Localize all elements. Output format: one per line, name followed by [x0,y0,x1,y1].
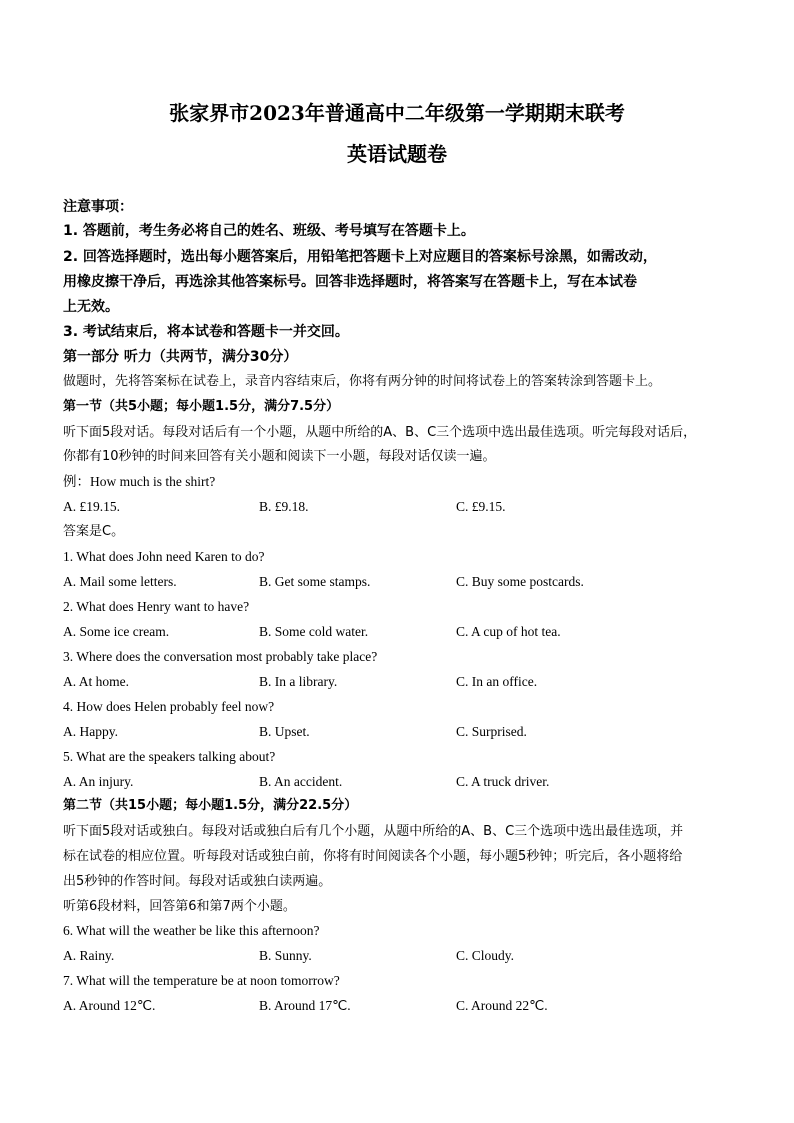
section2-instruction-line-3: 出5秒钟的作答时间。每段对话或独白读两遍。 [63,874,332,889]
notes-item-2-line-1: 2. 回答选择题时，选出每小题答案后，用铅笔把答题卡上对应题目的答案标号涂黑，如需改动， [63,249,657,265]
question-2-option-c: C. A cup of hot tea. [456,624,561,639]
notes-item-3: 3. 考试结束后，将本试卷和答题卡一并交回。 [63,324,349,340]
question-2: 2. What does Henry want to have? [63,599,250,614]
question-3-option-b: B. In a library. [259,674,338,689]
example-option-b: B. £9.18. [259,499,309,514]
question-1-option-a: A. Mail some letters. [63,574,177,589]
question-6: 6. What will the weather be like this afternoon? [63,923,320,938]
question-1-option-c: C. Buy some postcards. [456,574,584,589]
notes-item-2-line-2: 用橡皮擦干净后，再选涂其他答案标号。回答非选择题时，将答案写在答题卡上，写在本试卷 [63,274,637,290]
question-3-option-a: A. At home. [63,674,129,689]
section1-heading: 第一节（共5小题；每小题1.5分，满分7.5分） [63,399,340,414]
question-4-option-a: A. Happy. [63,724,118,739]
question-3-option-c: C. In an office. [456,674,538,689]
section2-instruction-line-1: 听下面5段对话或独白。每段对话或独白后有几个小题，从题中所给的A、B、C三个选项中选出最佳选项，并 [63,824,684,839]
example-answer: 答案是C。 [63,524,125,539]
exam-subtitle: 英语试题卷 [347,142,447,166]
question-4-option-b: B. Upset. [259,724,310,739]
question-6-option-b: B. Sunny. [259,948,312,963]
part1-heading: 第一部分 听力（共两节，满分30分） [63,349,298,365]
question-1: 1. What does John need Karen to do? [63,549,265,564]
notes-item-1: 1. 答题前，考生务必将自己的姓名、班级、考号填写在答题卡上。 [63,223,475,239]
section2-instruction-line-2: 标在试卷的相应位置。听每段对话或独白前，你将有时间阅读各个小题，每小题5秒钟；听完后，各小题将给 [63,849,683,864]
section1-instruction-line-2: 你都有10秒钟的时间来回答有关小题和阅读下一小题，每段对话仅读一遍。 [63,449,496,464]
example-question: 例：How much is the shirt? [63,474,216,489]
example-option-c: C. £9.15. [456,499,506,514]
question-4: 4. How does Helen probably feel now? [63,699,275,714]
question-1-option-b: B. Get some stamps. [259,574,371,589]
section1-instruction-line-1: 听下面5段对话。每段对话后有一个小题，从题中所给的A、B、C三个选项中选出最佳选项。听完每段对话后， [63,425,697,440]
question-7: 7. What will the temperature be at noon tomorrow? [63,973,340,988]
question-7-option-a: A. Around 12℃. [63,998,156,1013]
notes-item-2-line-3: 上无效。 [63,299,119,315]
section2-heading: 第二节（共15小题；每小题1.5分，满分22.5分） [63,798,358,813]
question-5: 5. What are the speakers talking about? [63,749,276,764]
question-3: 3. Where does the conversation most probably take place? [63,649,378,664]
question-6-option-a: A. Rainy. [63,948,115,963]
question-6-option-c: C. Cloudy. [456,948,515,963]
part1-instruction: 做题时，先将答案标在试卷上，录音内容结束后，你将有两分钟的时间将试卷上的答案转涂到答题卡上。 [63,374,662,389]
question-2-option-b: B. Some cold water. [259,624,369,639]
question-4-option-c: C. Surprised. [456,724,527,739]
question-2-option-a: A. Some ice cream. [63,624,170,639]
example-option-a: A. £19.15. [63,499,120,514]
question-5-option-a: A. An injury. [63,774,134,789]
question-5-option-b: B. An accident. [259,774,343,789]
question-5-option-c: C. A truck driver. [456,774,550,789]
exam-title: 张家界市2023年普通高中二年级第一学期期末联考 [169,101,625,125]
question-7-option-c: C. Around 22℃. [456,998,548,1013]
notes-heading: 注意事项： [63,199,133,215]
question-7-option-b: B. Around 17℃. [259,998,351,1013]
section2-material: 听第6段材料，回答第6和第7两个小题。 [63,899,296,914]
